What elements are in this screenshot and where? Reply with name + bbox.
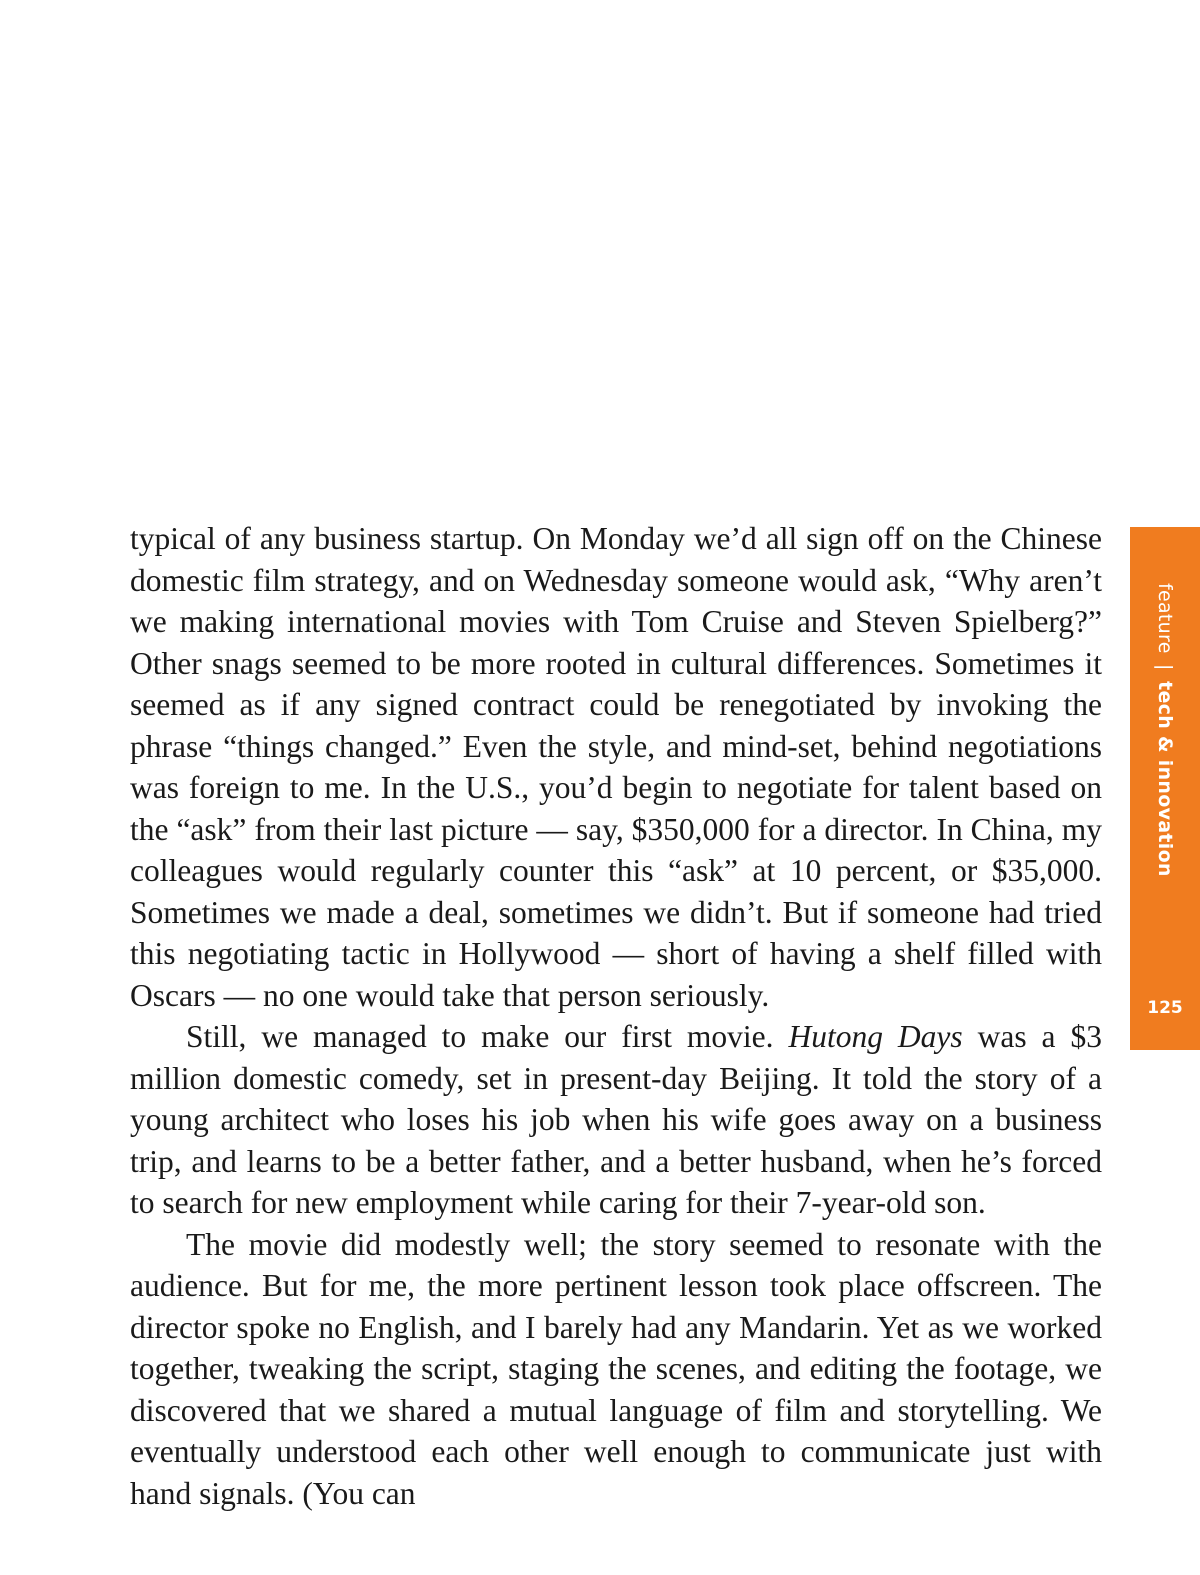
section-name: feature: [1154, 583, 1176, 654]
page-number: 125: [1147, 998, 1183, 1018]
section-divider: |: [1154, 664, 1176, 671]
section-topic: tech & innovation: [1154, 681, 1176, 877]
movie-title: Hutong Days: [788, 1019, 963, 1054]
paragraph-1: typical of any business startup. On Monday we’d all sign off on the Chinese domestic film strategy, and on Wednesday someone would ask, “Why aren’t we making international movies with Tom Cruise and Steven Spielberg?” Other snags seemed to be more rooted in cultural differences. Sometimes it seemed as if any signed contract could be renegotiated by invoking the phrase “things changed.” Even the style, and mind-set, behind negotiations was foreign to me. In the U.S., you’d begin to negotiate for talent based on the “ask” from their last picture — say, $350,000 for a director. In China, my colleagues would regularly counter this “ask” at 10 percent, or $35,000. Sometimes we made a deal, sometimes we didn’t. But if someone had tried this negotiating tactic in Hollywood — short of having a shelf filled with Oscars — no one would take that person seriously.: [130, 521, 1102, 1013]
paragraph-2-lead: Still, we managed to make our first movie.: [186, 1019, 774, 1054]
paragraph-3: The movie did modestly well; the story seemed to resonate with the audience. But for me, the more pertinent lesson took place offscreen. The director spoke no English, and I barely had any Mandarin. Yet as we worked together, tweaking the script, staging the scenes, and editing the footage, we discovered that we shared a mutual language of film and storytelling. We eventually understood each other well enough to communicate just with hand signals. (You can: [130, 1226, 1102, 1511]
article-body: [130, 518, 1102, 1514]
paragraph-2-rest: was a $3 million domestic comedy, set in present-day Beijing. It told the story of a young architect who loses his job when his wife goes away on a business trip, and learns to be a better father, and a better husband, when he’s forced to search for new employment while caring for their 7-year-old son.: [130, 1019, 1102, 1220]
paragraph-2: [130, 1016, 1102, 1224]
section-label: [1148, 583, 1182, 877]
